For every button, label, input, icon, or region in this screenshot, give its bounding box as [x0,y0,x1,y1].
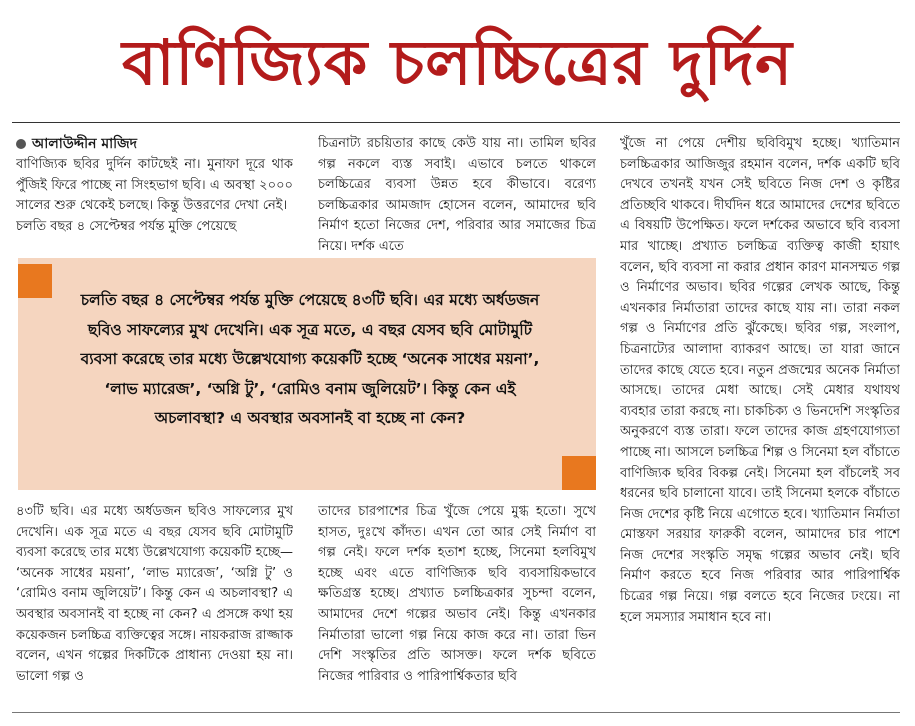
column-2-bottom [318,502,596,702]
col2-top-paragraph: চিত্রনাট্য রচয়িতার কাছে কেউ যায় না। তামিল ছবির গল্প নকলে ব্যস্ত সবাই। এভাবে চলতে থাকলে চলচ্চিত্রের ব্যবসা উন্নত হবে কীভাবে। বরেণ্য চলচ্চিত্রকার আমজাদ হোসেন বলেন, আমাদের ছবি নির্মাণ হতো নিজের দেশ, পরিবার আর সমাজের চিত্র নিয়ে। দর্শক এতে [318,136,596,252]
byline [16,134,293,155]
column-1-bottom [16,502,293,702]
col1-paragraph-2: চলতি বছর ৪ সেপ্টেম্বর পর্যন্ত মুক্তি পেয়েছে [16,218,237,234]
byline-text: আলাউদ্দীন মাজিদ [32,136,138,152]
column-3 [620,134,900,700]
column-2-top [318,134,596,252]
col2-bottom-paragraph: তাদের চারপাশের চিত্র খুঁজে পেয়ে মুগ্ধ হতো। সুখে হাসত, দুঃখে কাঁদত। এখন তো আর সেই নির্মাণ বা গল্প নেই। ফলে দর্শক হতাশ হচ্ছে, সিনেমা হলবিমুখ হচ্ছে এবং এতে বাণিজ্যিক ছবি ব্যবসায়িকভাবে ক্ষতিগ্রস্ত হচ্ছে। প্রখ্যাত চলচ্চিত্রকার সুচন্দা বলেন, আমাদের দেশে গল্পের অভাব নেই। কিন্তু এখনকার নির্মাতারা ভালো গল্প নিয়ে কাজ করে না। তারা ভিন দেশি সংস্কৃতির প্রতি আসক্ত। ফলে দর্শক ছবিতে নিজের পারিবার ও পারিপার্শ্বিকতার ছবি [318,504,596,684]
col1-bottom-paragraph: ৪৩টি ছবি। এর মধ্যে অর্ধডজন ছবিও সাফল্যের মুখ দেখেনি। এক সূত্র মতে এ বছর যেসব ছবি মোটামুটি ব্যবসা করেছে তার মধ্যে উল্লেখযোগ্য কয়েকটি হচ্ছে— ‘অনেক সাধের ময়না’, ‘লাভ ম্যারেজ’, ‘অগ্নি টু’ ও ‘রোমিও বনাম জুলিয়েট’। কিন্তু কেন এ অচলাবস্থা? এ অবস্থার অবসানই বা হচ্ছে না কেন? এ প্রসঙ্গে কথা হয় কয়েকজন চলচ্চিত্র ব্যক্তিত্বের সঙ্গে। নায়করাজ রাজ্জাক বলেন, এখন গল্পের দিকটিকে প্রাধান্য দেওয়া হয় না। ভালো গল্প ও [16,504,293,684]
pull-quote-text: চলতি বছর ৪ সেপ্টেম্বর পর্যন্ত মুক্তি পেয়েছে ৪৩টি ছবি। এর মধ্যে অর্ধডজন ছবিও সাফল্যের মুখ দেখেনি। এক সূত্র মতে, এ বছর যেসব ছবি মোটামুটি ব্যবসা করেছে তার মধ্যে উল্লেখযোগ্য কয়েকটি হচ্ছে ‘অনেক সাধের ময়না’, ‘লাভ ম্যারেজ’, ‘অগ্নি টু’, ‘রোমিও বনাম জুলিয়েট’। কিন্তু কেন এই অচলাবস্থা? এ অবস্থার অবসানই বা হচ্ছে না কেন? [80,291,540,428]
headline-rule [12,122,900,123]
column-1-top [16,134,293,252]
quote-corner-bottom-right [562,456,596,490]
bullet-icon [16,139,26,149]
pull-quote-box [18,258,596,490]
footer-rule [12,712,900,713]
headline: বাণিজ্যিক চলচ্চিত্রের দুর্দিন [121,26,794,99]
col3-paragraph: খুঁজে না পেয়ে দেশীয় ছবিবিমুখ হচ্ছে। খ্যাতিমান চলচ্চিত্রকার আজিজুর রহমান বলেন, দর্শক একটি ছবি দেখবে তখনই যখন সেই ছবিতে নিজ দেশ ও কৃষ্টির প্রতিচ্ছবি থাকবে। দীর্ঘদিন ধরে আমাদের দেশের ছবিতে এ বিষয়টি উপেক্ষিত। ফলে দর্শকের অভাবে ছবি ব্যবসা মার খাচ্ছে। প্রখ্যাত চলচ্চিত্র ব্যক্তিত্ব কাজী হায়াৎ বলেন, ছবি ব্যবসা না করার প্রধান কারণ মানসম্মত গল্প ও নির্মাণের অভাব। ছবির গল্পের লেখক আছে, কিন্তু এখনকার নির্মাতারা তাদের কাছে যায় না। তারা নকল গল্প ও নির্মাণের প্রতি ঝুঁকেছে। ছবির গল্প, সংলাপ, চিত্রনাট্যের আলাদা ব্যাকরণ আছে। তা যারা জানে তাদের কাছে যেতে হবে। নতুন প্রজন্মের অনেক নির্মাতা আসছে। তাদের মেধা আছে। সেই মেধার যথাযথ ব্যবহার তারা করছে না। চাকচিক্য ও ভিনদেশি সংস্কৃতির অনুকরণে ব্যস্ত তারা। ফলে তাদের কাজ গ্রহণযোগ্যতা পাচ্ছে না। আসলে চলচ্চিত্র শিল্প ও সিনেমা হল বাঁচাতে বাণিজ্যিক ছবির বিকল্প নেই। সিনেমা হল বাঁচলেই সব ধরনের ছবি চালানো যাবে। তাই সিনেমা হলকে বাঁচাতে নিজ দেশের কৃষ্টি নিয়ে এগোতে হবে। খ্যাতিমান নির্মাতা মোস্তফা সরয়ার ফারুকী বলেন, আমাদের চার পাশে নিজ দেশের সংস্কৃতি সমৃদ্ধ গল্পের অভাব নেই। ছবি নির্মাণ করতে হবে নিজ পরিবার আর পারিপার্শ্বিক চিত্রের গল্প নিয়ে। গল্প বলতে হবে নিজের ঢংয়ে। না হলে সমস্যার সমাধান হবে না। [620,136,900,625]
col1-paragraph-1: বাণিজ্যিক ছবির দুর্দিন কাটছেই না। মুনাফা দূরে থাক পুঁজিই ফিরে পাচ্ছে না সিংহভাগ ছবি। এ অবস্থা ২০০০ সালের শুরু থেকেই চলছে। কিন্তু উত্তরণের দেখা নেই। [16,157,293,214]
quote-corner-top-left [18,264,52,298]
